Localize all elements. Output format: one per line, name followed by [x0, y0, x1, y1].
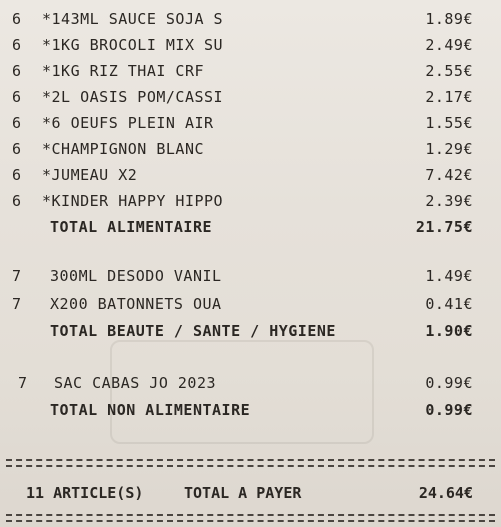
section-total-price: 0.99€ — [425, 401, 473, 419]
line-item — [0, 137, 501, 161]
line-item — [0, 292, 501, 316]
item-quantity: 6 — [12, 88, 22, 106]
total-pay-label: TOTAL A PAYER — [184, 484, 302, 502]
item-name: *KINDER HAPPY HIPPO — [42, 192, 224, 210]
item-name: *2L OASIS POM/CASSI — [42, 88, 224, 106]
line-item — [0, 189, 501, 213]
item-name: *1KG BROCOLI MIX SU — [42, 36, 224, 54]
line-item — [0, 59, 501, 83]
item-price: 2.39€ — [425, 192, 473, 210]
item-price: 7.42€ — [425, 166, 473, 184]
item-quantity: 6 — [12, 192, 22, 210]
item-name: *6 OEUFS PLEIN AIR — [42, 114, 214, 132]
total-pay-amount: 24.64€ — [418, 484, 473, 502]
item-name: 300ML DESODO VANIL — [50, 267, 222, 285]
item-price: 2.55€ — [425, 62, 473, 80]
line-item — [0, 85, 501, 109]
separator-line — [6, 514, 495, 516]
line-item — [0, 163, 501, 187]
section-total — [0, 398, 501, 422]
item-name: *1KG RIZ THAI CRF — [42, 62, 205, 80]
item-quantity: 7 — [18, 374, 28, 392]
section-total-label: TOTAL BEAUTE / SANTE / HYGIENE — [50, 322, 336, 340]
line-item — [0, 33, 501, 57]
item-price: 1.29€ — [425, 140, 473, 158]
separator-line — [6, 520, 495, 522]
item-name: *JUMEAU X2 — [42, 166, 138, 184]
grand-total-row — [0, 482, 501, 504]
item-name: X200 BATONNETS OUA — [50, 295, 222, 313]
item-quantity: 7 — [12, 295, 22, 313]
item-price: 1.49€ — [425, 267, 473, 285]
section-total-price: 1.90€ — [425, 322, 473, 340]
section-total — [0, 215, 501, 239]
separator-line — [6, 465, 495, 467]
item-quantity: 7 — [12, 267, 22, 285]
line-item — [0, 264, 501, 288]
separator-text — [6, 507, 16, 508]
item-price: 1.89€ — [425, 10, 473, 28]
line-item — [0, 371, 501, 395]
item-price: 2.49€ — [425, 36, 473, 54]
item-name: SAC CABAS JO 2023 — [54, 374, 217, 392]
item-quantity: 6 — [12, 114, 22, 132]
line-item — [0, 7, 501, 31]
item-name: *143ML SAUCE SOJA S — [42, 10, 224, 28]
item-quantity: 6 — [12, 140, 22, 158]
item-quantity: 6 — [12, 36, 22, 54]
item-quantity: 6 — [12, 62, 22, 80]
item-price: 1.55€ — [425, 114, 473, 132]
item-price: 2.17€ — [425, 88, 473, 106]
item-price: 0.99€ — [425, 374, 473, 392]
separator-line — [6, 459, 495, 461]
section-total — [0, 319, 501, 343]
item-quantity: 6 — [12, 10, 22, 28]
article-count: 11 ARTICLE(S) — [26, 484, 144, 502]
section-total-label: TOTAL ALIMENTAIRE — [50, 218, 213, 236]
item-name: *CHAMPIGNON BLANC — [42, 140, 205, 158]
item-price: 0.41€ — [425, 295, 473, 313]
section-total-price: 21.75€ — [415, 218, 473, 236]
section-total-label: TOTAL NON ALIMENTAIRE — [50, 401, 251, 419]
line-item — [0, 111, 501, 135]
item-quantity: 6 — [12, 166, 22, 184]
